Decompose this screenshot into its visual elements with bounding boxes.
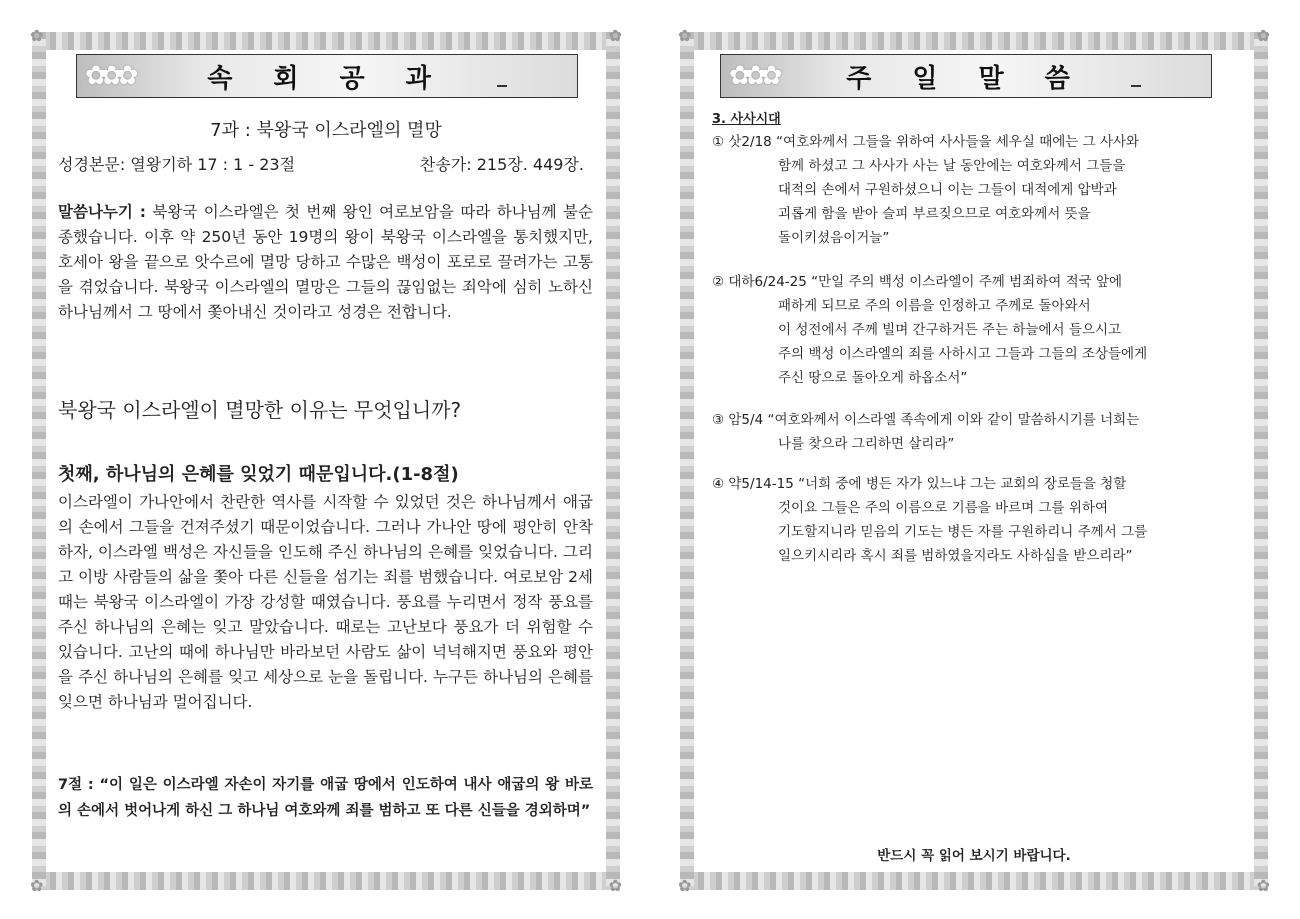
- reference-line: 것이요 그들은 주의 이름으로 기름을 바르며 그를 위하여: [778, 500, 1108, 516]
- flower-icon: ✿: [1256, 876, 1270, 895]
- reference-heading: ① 삿2/18 “여호와께서 그들을 위하여 사사들을 세우실 때에는 그 사사와: [712, 134, 1140, 150]
- reference-line: 괴롭게 함을 받아 슬피 부르짖으므로 여호와께서 뜻을: [778, 206, 1091, 222]
- reference-heading: ④ 약5/14-15 “너희 중에 병든 자가 있느냐 그는 교회의 장로들을 청할: [712, 476, 1127, 492]
- point1-paragraph: 이스라엘이 가나안에서 찬란한 역사를 시작할 수 있었던 것은 하나님께서 애굽의 손에서 그들을 건져주셨기 때문이었습니다. 그러나 가나안 땅에 평안히 안착하자, 이스라엘 백성은 자신들을 인도해 주신 하나님의 은혜를 잊었습니다. 그리고 이방 사람들의 삶을 쫓아 다른 신들을 섬기는 죄를 범했습니다. 여로보암 2세 때는 북왕국 이스라엘이 가장 강성할 때였습니다. 풍요를 누리면서 정작 풍요를 주신 하나님의 은혜는 잊고 말았습니다. 때로는 고난보다 풍요가 더 위험할 수 있습니다. 고난의 때에 하나님만 바라보던 사람도 삶이 넉넉해지면 풍요와 평안을 주신 하나님의 은혜를 잊고 세상으로 눈을 돌립니다. 누구든 하나님의 은혜를 잊으면 하나님과 멀어집니다.: [58, 493, 593, 711]
- reference-line: 이 성전에서 주께 빌며 간구하거든 주는 하늘에서 들으시고: [778, 322, 1122, 338]
- daisy-icon: ✿✿✿: [729, 61, 777, 91]
- flower-icon: ✿: [678, 26, 692, 45]
- flower-icon: ✿: [30, 876, 44, 895]
- verse-quote: 7절 : “이 일은 이스라엘 자손이 자기를 애굽 땅에서 인도하여 내사 애굽의 왕 바로의 손에서 벗어나게 하신 그 하나님 여호와께 죄를 범하고 또 다른 신들을 경외하며”: [58, 777, 593, 819]
- reference-line: 함께 하셨고 그 사사가 사는 날 동안에는 여호와께서 그들을: [778, 158, 1126, 174]
- scripture-reference: 성경본문: 열왕기하 17 : 1 - 23절: [58, 155, 296, 174]
- floral-border-bottom: [680, 872, 1268, 890]
- reference-line: 나를 찾으라 그리하면 살리라”: [778, 436, 955, 452]
- floral-border-right: [606, 32, 620, 890]
- header-title: 속 회 공 과: [207, 63, 447, 94]
- right-page: [678, 26, 1270, 895]
- floral-border-right: [1254, 32, 1268, 890]
- floral-border-top: [32, 32, 620, 50]
- reference-line: 주의 백성 이스라엘의 죄를 사하시고 그들과 그들의 조상들에게: [778, 346, 1148, 362]
- flower-icon: ✿: [1256, 26, 1270, 45]
- reference-line: 주신 땅으로 돌아오게 하옵소서”: [778, 370, 968, 386]
- reference-line: 대적의 손에서 구원하셨으니 이는 그들이 대적에게 압박과: [778, 182, 1117, 198]
- reference-heading: ③ 암5/4 “여호와께서 이스라엘 족속에게 이와 같이 말씀하시기를 너희는: [712, 412, 1140, 428]
- reference-line: 패하게 되므로 주의 이름을 인정하고 주께로 돌아와서: [778, 298, 1091, 314]
- sharing-text: 북왕국 이스라엘은 첫 번째 왕인 여로보암을 따라 하나님께 불순종했습니다. 이후 약 250년 동안 19명의 왕이 북왕국 이스라엘을 통치했지만, 호세아 왕을 끝으로 앗수르에 멸망 당하고 수많은 백성이 포로로 끌려가는 고통을 겪었습니다. 북왕국 이스라엘의 멸망은 그들의 끊임없는 죄악에 심히 노하신 하나님께서 그 땅에서 쫓아내신 것이라고 성경은 전합니다.: [58, 203, 593, 321]
- floral-border-left: [680, 32, 694, 890]
- sharing-label: 말씀나누기 :: [58, 203, 146, 221]
- floral-border-bottom: [32, 872, 620, 890]
- floral-border-left: [32, 32, 46, 890]
- scripture-reference: [712, 472, 1252, 568]
- flower-icon: ✿: [678, 876, 692, 895]
- flower-icon: ✿: [608, 26, 622, 45]
- header-title: 주 일 말 씀: [846, 63, 1086, 94]
- reference-heading: ② 대하6/24-25 “만일 주의 백성 이스라엘이 주께 범죄하여 적국 앞에: [712, 274, 1123, 290]
- banner-dash: [497, 85, 507, 87]
- reference-line: 돌이키셨음이거늘”: [778, 230, 890, 246]
- hymn-numbers: 찬송가: 215장. 449장.: [419, 155, 584, 174]
- lesson-title: 7과 : 북왕국 이스라엘의 멸망: [210, 120, 442, 141]
- sharing-paragraph: [58, 200, 593, 325]
- header-banner: [720, 54, 1212, 98]
- flower-icon: ✿: [608, 876, 622, 895]
- section-title: 3. 사사시대: [712, 112, 781, 127]
- floral-border-top: [680, 32, 1268, 50]
- question-heading: 북왕국 이스라엘이 멸망한 이유는 무엇입니까?: [58, 398, 462, 422]
- scripture-reference: [712, 408, 1252, 456]
- flower-icon: ✿: [30, 26, 44, 45]
- scripture-reference: [712, 270, 1252, 390]
- scripture-reference: [712, 130, 1252, 250]
- closing-note: 반드시 꼭 읽어 보시기 바랍니다.: [877, 848, 1071, 864]
- point1-heading: 첫째, 하나님의 은혜를 잊었기 때문입니다.(1-8절): [58, 464, 459, 485]
- daisy-icon: ✿✿✿: [85, 61, 133, 91]
- reference-line: 기도할지니라 믿음의 기도는 병든 자를 구원하리니 주께서 그를: [778, 524, 1148, 540]
- banner-dash: [1131, 85, 1141, 87]
- header-banner: [76, 54, 578, 98]
- left-page: [30, 26, 622, 895]
- reference-line: 일으키시리라 혹시 죄를 범하였을지라도 사하심을 받으리라”: [778, 548, 1133, 564]
